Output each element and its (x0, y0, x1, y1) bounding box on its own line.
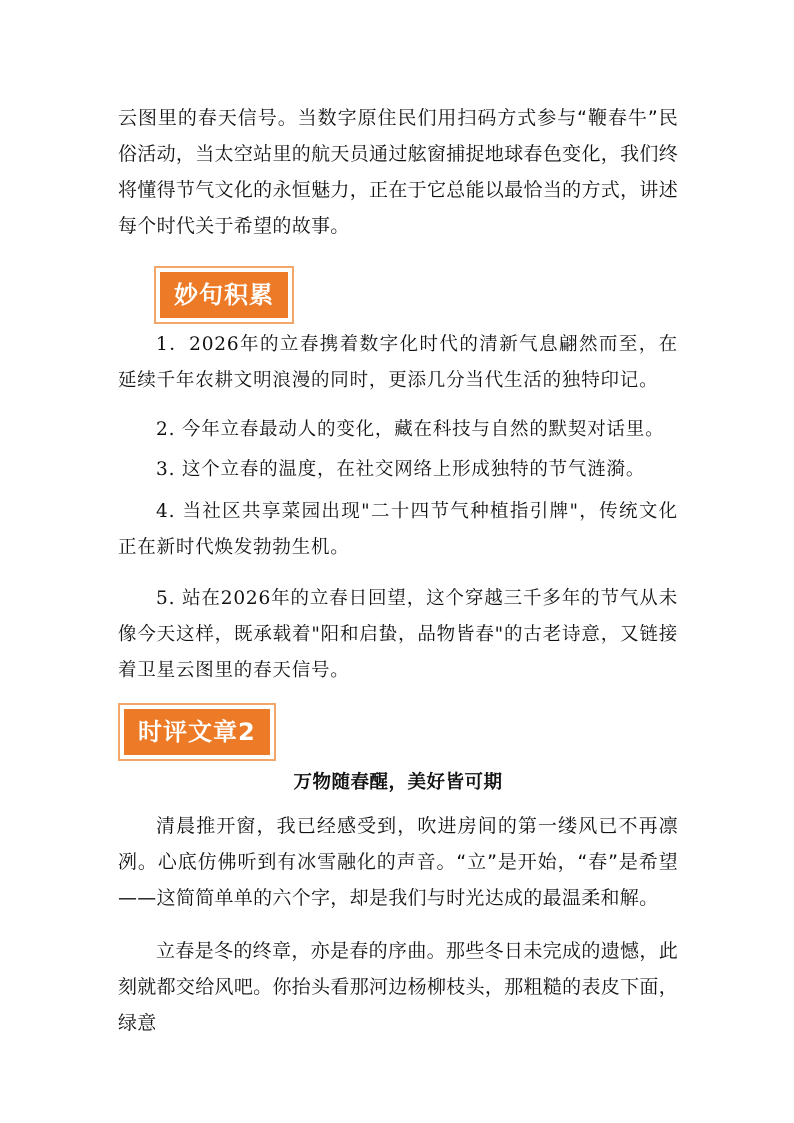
sentence-item-2: 2. 今年立春最动人的变化，藏在科技与自然的默契对话里。 (156, 419, 665, 440)
article-paragraph-1: 清晨推开窗，我已经感受到，吹进房间的第一缕风已不再凛冽。心底仿佛听到有冰雪融化的声音。“立”是开始，“春”是希望——这简简单单的六个字，却是我们与时光达成的最温柔和解。 (118, 815, 678, 909)
sentence-item-3: 3. 这个立春的温度，在社交网络上形成独特的节气涟漪。 (156, 459, 646, 480)
intro-paragraph: 云图里的春天信号。当数字原住民们用扫码方式参与“鞭春牛”民俗活动，当太空站里的航天员通过舷窗捕捉地球春色变化，我们终将懂得节气文化的永恒魅力，正在于它总能以最恰当的方式，讲述每个时代关于希望的故事。 (118, 107, 678, 237)
article-paragraph-2: 立春是冬的终章，亦是春的序曲。那些冬日未完成的遗憾，此刻就都交给风吧。你抬头看那河边杨柳枝头，那粗糙的表皮下面，绿意 (118, 940, 678, 1034)
article-title: 万物随春醒，美好皆可期 (293, 772, 503, 793)
section-badge-sentences: 妙句积累 (160, 272, 288, 318)
sentence-item-1: 1．2026年的立春携着数字化时代的清新气息翩然而至，在延续千年农耕文明浪漫的同时，更添几分当代生活的独特印记。 (118, 334, 678, 391)
sentence-item-5: 5. 站在2026年的立春日回望，这个穿越三千多年的节气从未像今天这样，既承载着"阳和启蛰，品物皆春"的古老诗意，又链接着卫星云图里的春天信号。 (118, 588, 678, 681)
sentence-item-4: 4. 当社区共享菜园出现"二十四节气种植指引牌"，传统文化正在新时代焕发勃勃生机。 (118, 501, 678, 558)
section-badge-commentary: 时评文章2 (124, 709, 270, 755)
